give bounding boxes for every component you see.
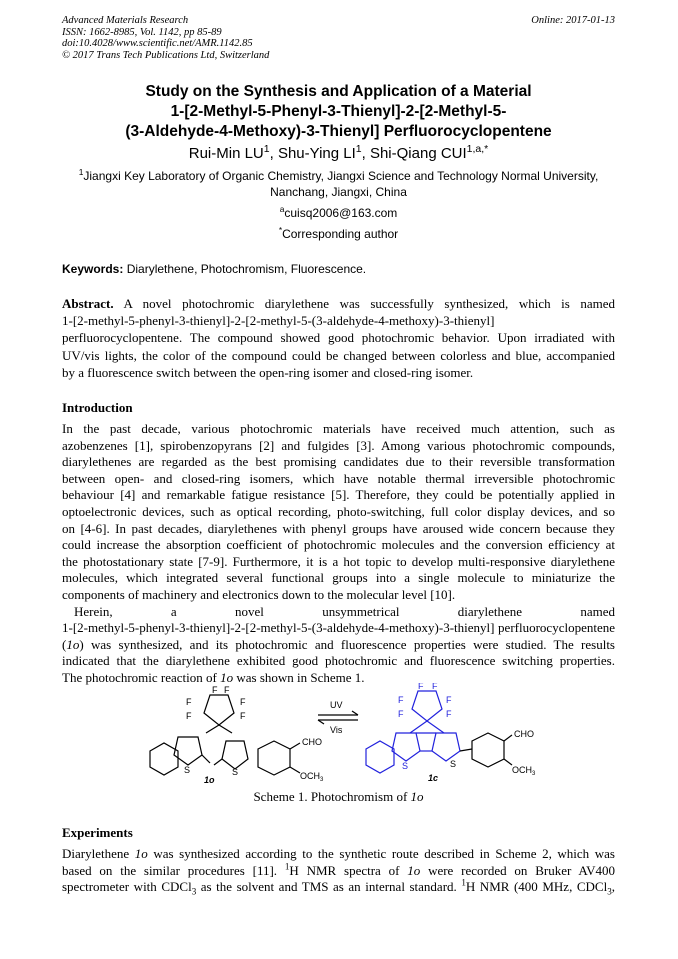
text-run: , <box>611 879 615 895</box>
body-line: between open- and closed-ring isomers, which have notable thermal irreversible photochromic <box>62 470 615 486</box>
author: Shi-Qiang CUI <box>369 145 467 162</box>
abstract-text: by a fluorescence switch between the open-ring isomer and closed-ring isomer. <box>62 364 474 380</box>
fluorine-label: F <box>186 711 192 721</box>
fluorine-label: F <box>398 709 404 719</box>
online-date: Online: 2017-01-13 <box>531 15 615 26</box>
text-run: spectrometer with CDCl <box>62 879 192 895</box>
body-line: could increase the absorption coefficient of photochromic molecules and the conversion efficiency at <box>62 537 615 553</box>
text-run: ( <box>62 636 67 652</box>
affiliation-sup: 1 <box>78 167 84 177</box>
fluorine-label: F <box>240 697 246 707</box>
paper-title <box>62 82 615 142</box>
compound-label-1c: 1c <box>428 773 439 783</box>
corresponding-note <box>62 227 615 241</box>
affiliation <box>62 168 615 200</box>
body-line: diarylethenes are regarded as the best promising candidates due to their reversible transformation <box>62 454 615 470</box>
section-heading-introduction: Introduction <box>62 400 133 415</box>
abstract-text: UV/vis lights, the color of the compound could be changed between colorless and blue, accompanied <box>62 347 615 363</box>
introduction-body <box>62 421 615 687</box>
fluorine-label: F <box>418 683 424 691</box>
title-line: 1-[2-Methyl-5-Phenyl-3-Thienyl]-2-[2-Methyl-5- <box>170 103 507 120</box>
compound-ref: 1o <box>410 789 424 804</box>
body-line: In the past decade, various photochromic materials have received much attention, such as <box>62 421 615 436</box>
body-line: azobenzenes [1], spirobenzopyrans [2] and fulgides [3]. Among various photochromic compounds, <box>62 437 615 453</box>
compound-ref: 1o <box>407 862 421 878</box>
text-run: Diarylethene <box>62 846 135 861</box>
text-run: was synthesized according to the synthetic route described in Scheme 2, which was <box>147 846 615 861</box>
issn: ISSN: 1662-8985, Vol. 1142, pp 85-89 <box>62 26 222 38</box>
abstract-text: perfluorocyclopentene. The compound showed good photochromic behavior. Upon irradiated with <box>62 330 615 346</box>
affiliation-line: Jiangxi Key Laboratory of Organic Chemistry, Jiangxi Science and Technology Normal University, <box>83 169 599 183</box>
vis-label: Vis <box>330 725 343 735</box>
experiments-body <box>62 846 615 896</box>
caption-text: Scheme 1. Photochromism of <box>253 789 411 804</box>
journal-header <box>62 15 615 61</box>
body-line: the photostationary state [7-9]. Furthermore, it is a hot topic to develop multi-responsive diarylethene <box>62 553 615 569</box>
title-line: (3-Aldehyde-4-Methoxy)-3-Thienyl] Perfluorocyclopentene <box>125 123 552 140</box>
copyright: © 2017 Trans Tech Publications Ltd, Switzerland <box>62 49 270 61</box>
compound-ref: 1o <box>220 669 234 685</box>
fluorine-label: F <box>240 711 246 721</box>
author: Shu-Ying LI <box>277 145 356 162</box>
author-sup: 1,a,* <box>466 143 489 155</box>
text-run: as the solvent and TMS as an internal standard. <box>196 879 462 895</box>
superscript: 1 <box>284 861 290 872</box>
fluorine-label: F <box>446 695 452 705</box>
fluorine-label: F <box>432 683 438 691</box>
superscript: 1 <box>461 877 466 888</box>
och3-label: $OCH_3$ <box>512 765 536 777</box>
fluorine-label: F <box>398 695 404 705</box>
compound-ref: 1o <box>134 846 148 861</box>
text-run: was shown in Scheme 1. <box>233 669 365 685</box>
corresponding-text: Corresponding author <box>282 227 399 241</box>
email <box>62 206 615 220</box>
author-list: Rui-Min $LU^1$, Shu-Ying $LI^1$, Shi-Qiang $CUI^{1,a,*}$ <box>188 143 489 162</box>
body-line: indicated that the diarylethene exhibited good photochromic and fluorescence switching properties. <box>62 653 615 669</box>
body-line: molecules, which integrated several functional groups into a single molecule to miniaturize the <box>62 570 615 586</box>
sulfur-label: S <box>184 765 191 775</box>
cho-label: CHO <box>302 737 322 747</box>
scheme-1-photochromism <box>140 683 540 787</box>
compound-label-1o: 1o <box>204 775 215 785</box>
subscript: 3 <box>607 886 612 897</box>
scheme-caption <box>62 789 615 805</box>
affiliation-line: Nanchang, Jiangxi, China <box>270 185 407 199</box>
fluorine-label: F <box>212 685 218 695</box>
abstract-label: Abstract. <box>62 296 114 311</box>
fluorine-label: F <box>224 685 230 695</box>
abstract <box>62 295 615 381</box>
fluorine-label: F <box>446 709 452 719</box>
abstract-text: 1-[2-methyl-5-phenyl-3-thienyl]-2-[2-methyl-5-(3-aldehyde-4-methoxy)-3-thienyl] <box>62 313 495 329</box>
title-line: Study on the Synthesis and Application of a Material <box>145 83 532 100</box>
sulfur-label: S <box>232 767 239 777</box>
text-run: ) was synthesized, and its photochromic and fluorescence properties were studied. The results <box>79 636 615 652</box>
corresponding-sup: * <box>278 225 283 235</box>
text-run: H NMR (400 MHz, CDCl <box>465 879 608 895</box>
cho-label: CHO <box>514 729 534 739</box>
keywords <box>62 262 615 276</box>
keywords-label: Keywords: <box>62 262 124 276</box>
text-run: were recorded on Bruker AV400 <box>420 862 615 878</box>
body-line: optoelectronic devices, such as optical recording, photo-switching, full color display devices, and so <box>62 503 615 519</box>
body-line: Herein, a novel unsymmetrical diarylethene named <box>74 603 615 619</box>
journal-name: Advanced Materials Research <box>62 15 189 26</box>
email-sup: a <box>279 204 285 214</box>
fluorine-label: F <box>186 697 192 707</box>
sulfur-label: S <box>402 761 409 771</box>
email-address[interactable]: cuisq2006@163.com <box>284 206 398 220</box>
doi: doi:10.4028/www.scientific.net/AMR.1142.85 <box>62 38 253 50</box>
text-run: The photochromic reaction of <box>62 669 221 685</box>
author-sup: 1 <box>355 143 362 155</box>
uv-label: UV <box>330 700 343 710</box>
body-line: components of machinery and electronics down to the molecular level [10]. <box>62 586 456 602</box>
body-line: 1-[2-methyl-5-phenyl-3-thienyl]-2-[2-methyl-5-(3-aldehyde-4-methoxy)-3-thienyl] perfluorocyclopentene <box>62 620 615 636</box>
keywords-text: Diarylethene, Photochromism, Fluorescence. <box>126 262 367 276</box>
abstract-text: A novel photochromic diarylethene was successfully synthesized, which is named <box>123 296 615 311</box>
och3-label: $OCH_3$ <box>300 771 324 783</box>
author-sup: 1 <box>263 143 270 155</box>
text-run: H NMR spectra of <box>289 862 408 878</box>
body-line: on [4-6]. In past decades, diarylethenes with phenyl groups have aroused wide concern because they <box>62 520 615 536</box>
author: Rui-Min LU <box>188 145 264 162</box>
sulfur-label: S <box>450 759 457 769</box>
section-heading-experiments: Experiments <box>62 825 133 840</box>
text-run: based on the similar procedures [11]. <box>62 862 285 878</box>
body-line: behaviour [4] and remarkable fatigue resistance [5]. Therefore, they could be potentially applied in <box>62 487 615 503</box>
subscript: 3 <box>191 886 197 897</box>
compound-ref: 1o <box>66 636 80 652</box>
structure-1o <box>150 695 300 775</box>
